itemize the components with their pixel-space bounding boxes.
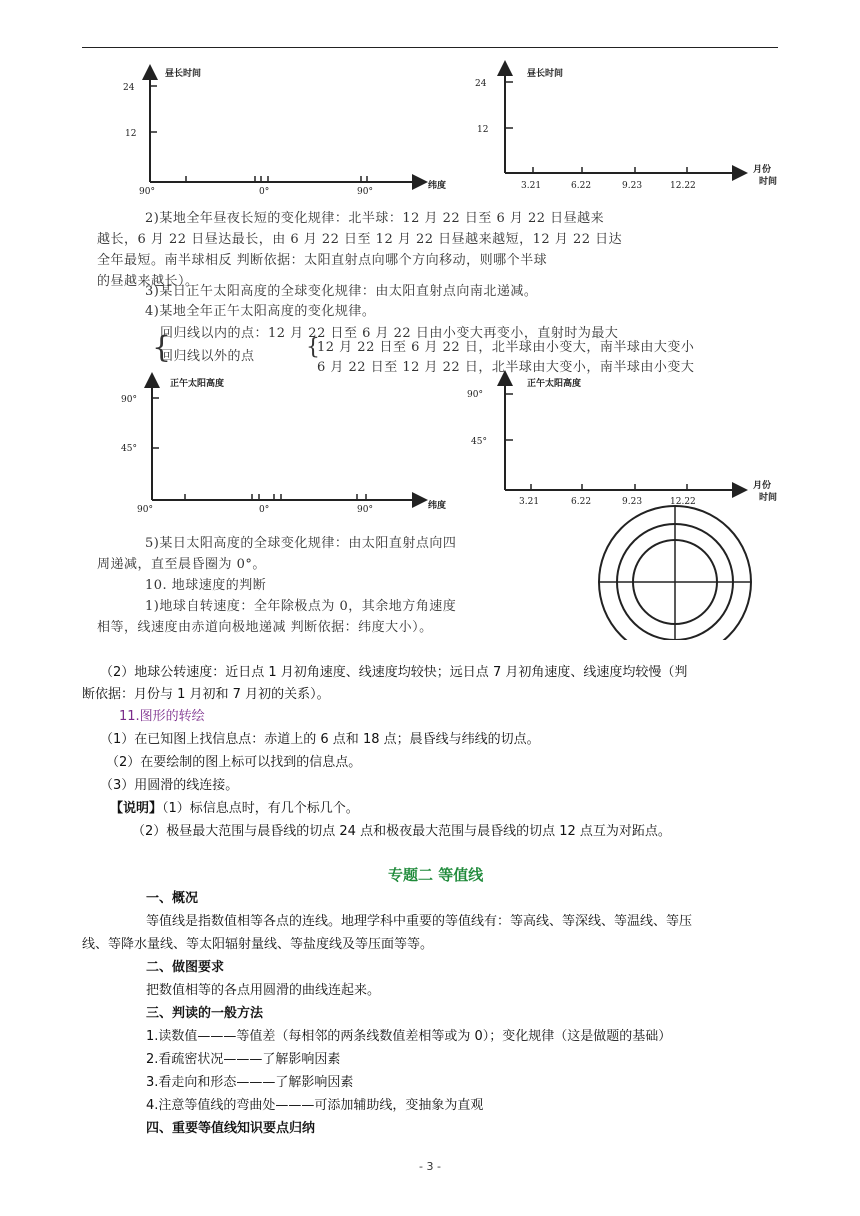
note-label: 【说明】 [110, 801, 163, 816]
noon-altitude-latitude-chart [121, 377, 446, 515]
chart1-xtick-90s: 90° [139, 187, 155, 197]
brace-inner-icon: { [306, 335, 320, 360]
chart4-xtick-622: 6.22 [571, 497, 592, 507]
scan-lower-line-4: 1)地球自转速度：全年除极点为 0，其余地方角速度 [145, 599, 457, 614]
chart2-xtick-923: 9.23 [622, 181, 643, 191]
chart3-xtick-90s: 90° [137, 505, 153, 515]
chart2-ylabel: 昼长时间 [527, 69, 564, 79]
brace-inner-text: 回归线以内的点：12 月 22 日至 6 月 22 日由小变大再变小，直射时为最大 [160, 326, 619, 341]
section-method: 三、判读的一般方法 [146, 1006, 264, 1021]
scan-lower-line-5: 相等，线速度由赤道向极地递减 判断依据：纬度大小）。 [97, 620, 433, 635]
noon-altitude-month-chart [467, 377, 777, 507]
chart2-xtick-1222: 12.22 [670, 181, 696, 191]
note-line-1 [110, 800, 359, 818]
overview-para-1: 等值线是指数值相等各点的连线。地理学科中重要的等值线有：等高线、等深线、等温线、等压 [146, 914, 693, 929]
chart3-xlabel: 纬度 [428, 501, 447, 511]
chart2-xlabel-time: 时间 [759, 177, 778, 187]
chart3-ytick-90: 90° [121, 395, 137, 405]
brace-outer-text: 回归线以外的点 [160, 349, 255, 364]
scan-text-line-1: 2)某地全年昼夜长短的变化规律：北半球：12 月 22 日至 6 月 22 日昼越来 [145, 211, 605, 226]
day-length-month-chart [475, 67, 777, 191]
drawing-para: 把数值相等的各点用圆滑的曲线连起来。 [146, 983, 381, 998]
chart1-ytick-24: 24 [123, 83, 135, 93]
chart3-xtick-0: 0° [259, 505, 270, 515]
chart2-xlabel-month: 月份 [753, 165, 772, 175]
scan-lower-line-2: 周递减，直至晨昏圈为 0°。 [97, 557, 266, 572]
concentric-circles-diagram [599, 506, 751, 640]
chart1-xtick-90n: 90° [357, 187, 373, 197]
chart1-ylabel: 昼长时间 [165, 69, 202, 79]
note-1: （1）标信息点时，有几个标几个。 [162, 801, 359, 816]
chart1-xlabel: 纬度 [428, 181, 447, 191]
chart4-xtick-321: 3.21 [519, 497, 540, 507]
method-4: 4.注意等值线的弯曲处———可添加辅助线，变抽象为直观 [146, 1098, 484, 1113]
section-summary: 四、重要等值线知识要点归纳 [146, 1121, 316, 1136]
chart2-ytick-12: 12 [477, 125, 489, 135]
brace-outer-line-2: 6 月 22 日至 12 月 22 日，北半球由大变小，南半球由小变大 [317, 360, 695, 375]
para-revolution-speed-cont: 断依据：月份与 1 月初和 7 月初的关系）。 [82, 687, 330, 702]
chart3-xtick-90n: 90° [357, 505, 373, 515]
chart2-xtick-321: 3.21 [521, 181, 542, 191]
chart4-ytick-90: 90° [467, 390, 483, 400]
brace-outer-icon: { [152, 330, 172, 365]
step-2: （2）在要绘制的图上标可以找到的信息点。 [106, 755, 362, 770]
scan-text-line-6: 4)某地全年正午太阳高度的变化规律。 [145, 304, 376, 319]
header-rule [82, 47, 778, 48]
brace-outer-line-1: 12 月 22 日至 6 月 22 日，北半球由小变大，南半球由大变小 [317, 340, 695, 355]
chart3-ytick-45: 45° [121, 444, 137, 454]
chart4-ylabel: 正午太阳高度 [527, 379, 582, 389]
method-2: 2.看疏密状况———了解影响因素 [146, 1052, 341, 1067]
section-drawing: 二、做图要求 [146, 960, 225, 975]
para-revolution-speed: （2）地球公转速度：近日点 1 月初角速度、线速度均较快；远日点 7 月初角速度、线速度均较慢（判 [100, 665, 688, 680]
scan-lower-line-3: 10. 地球速度的判断 [145, 578, 267, 593]
topic-title: 专题二 等值线 [388, 866, 484, 884]
scan-text-line-3: 全年最短。南半球相反 判断依据：太阳直射点向哪个方向移动，则哪个半球 [97, 253, 548, 268]
step-3: （3）用圆滑的线连接。 [100, 778, 239, 793]
chart3-ylabel: 正午太阳高度 [170, 379, 225, 389]
chart4-xlabel-time: 时间 [759, 493, 778, 503]
scan-lower-line-1: 5)某日太阳高度的全球变化规律：由太阳直射点向四 [145, 536, 457, 551]
section-overview: 一、概况 [146, 891, 199, 906]
chart1-xtick-0: 0° [259, 187, 270, 197]
chart2-ytick-24: 24 [475, 79, 487, 89]
overview-para-2: 线、等降水量线、等太阳辐射量线、等盐度线及等压面等等。 [82, 937, 434, 952]
scan-text-line-4: 的昼越来越长）。 [97, 274, 199, 289]
note-2: （2）极昼最大范围与晨昏线的切点 24 点和极夜最大范围与晨昏线的切点 12 点互为对跖点。 [132, 824, 671, 839]
chart4-ytick-45: 45° [471, 437, 487, 447]
scanned-figure [95, 60, 815, 640]
page-number: - 3 - [419, 1160, 441, 1173]
day-length-latitude-chart [123, 67, 446, 197]
method-3: 3.看走向和形态———了解影响因素 [146, 1075, 354, 1090]
chart4-xtick-1222: 12.22 [670, 497, 696, 507]
method-1: 1.读数值———等值差（每相邻的两条线数值差相等或为 0）；变化规律（这是做题的基础） [146, 1029, 672, 1044]
section-heading-11: 11.图形的转绘 [119, 709, 205, 724]
step-1: （1）在已知图上找信息点：赤道上的 6 点和 18 点；晨昏线与纬线的切点。 [100, 732, 540, 747]
chart4-xtick-923: 9.23 [622, 497, 643, 507]
chart4-xlabel-month: 月份 [753, 481, 772, 491]
scan-text-line-5: 3)某日正午太阳高度的全球变化规律：由太阳直射点向南北递减。 [145, 284, 538, 299]
scan-text-line-2: 越长，6 月 22 日昼达最长，由 6 月 22 日至 12 月 22 日昼越来越短，12 月 22 日达 [97, 232, 623, 247]
chart2-xtick-622: 6.22 [571, 181, 592, 191]
chart1-ytick-12: 12 [125, 129, 137, 139]
